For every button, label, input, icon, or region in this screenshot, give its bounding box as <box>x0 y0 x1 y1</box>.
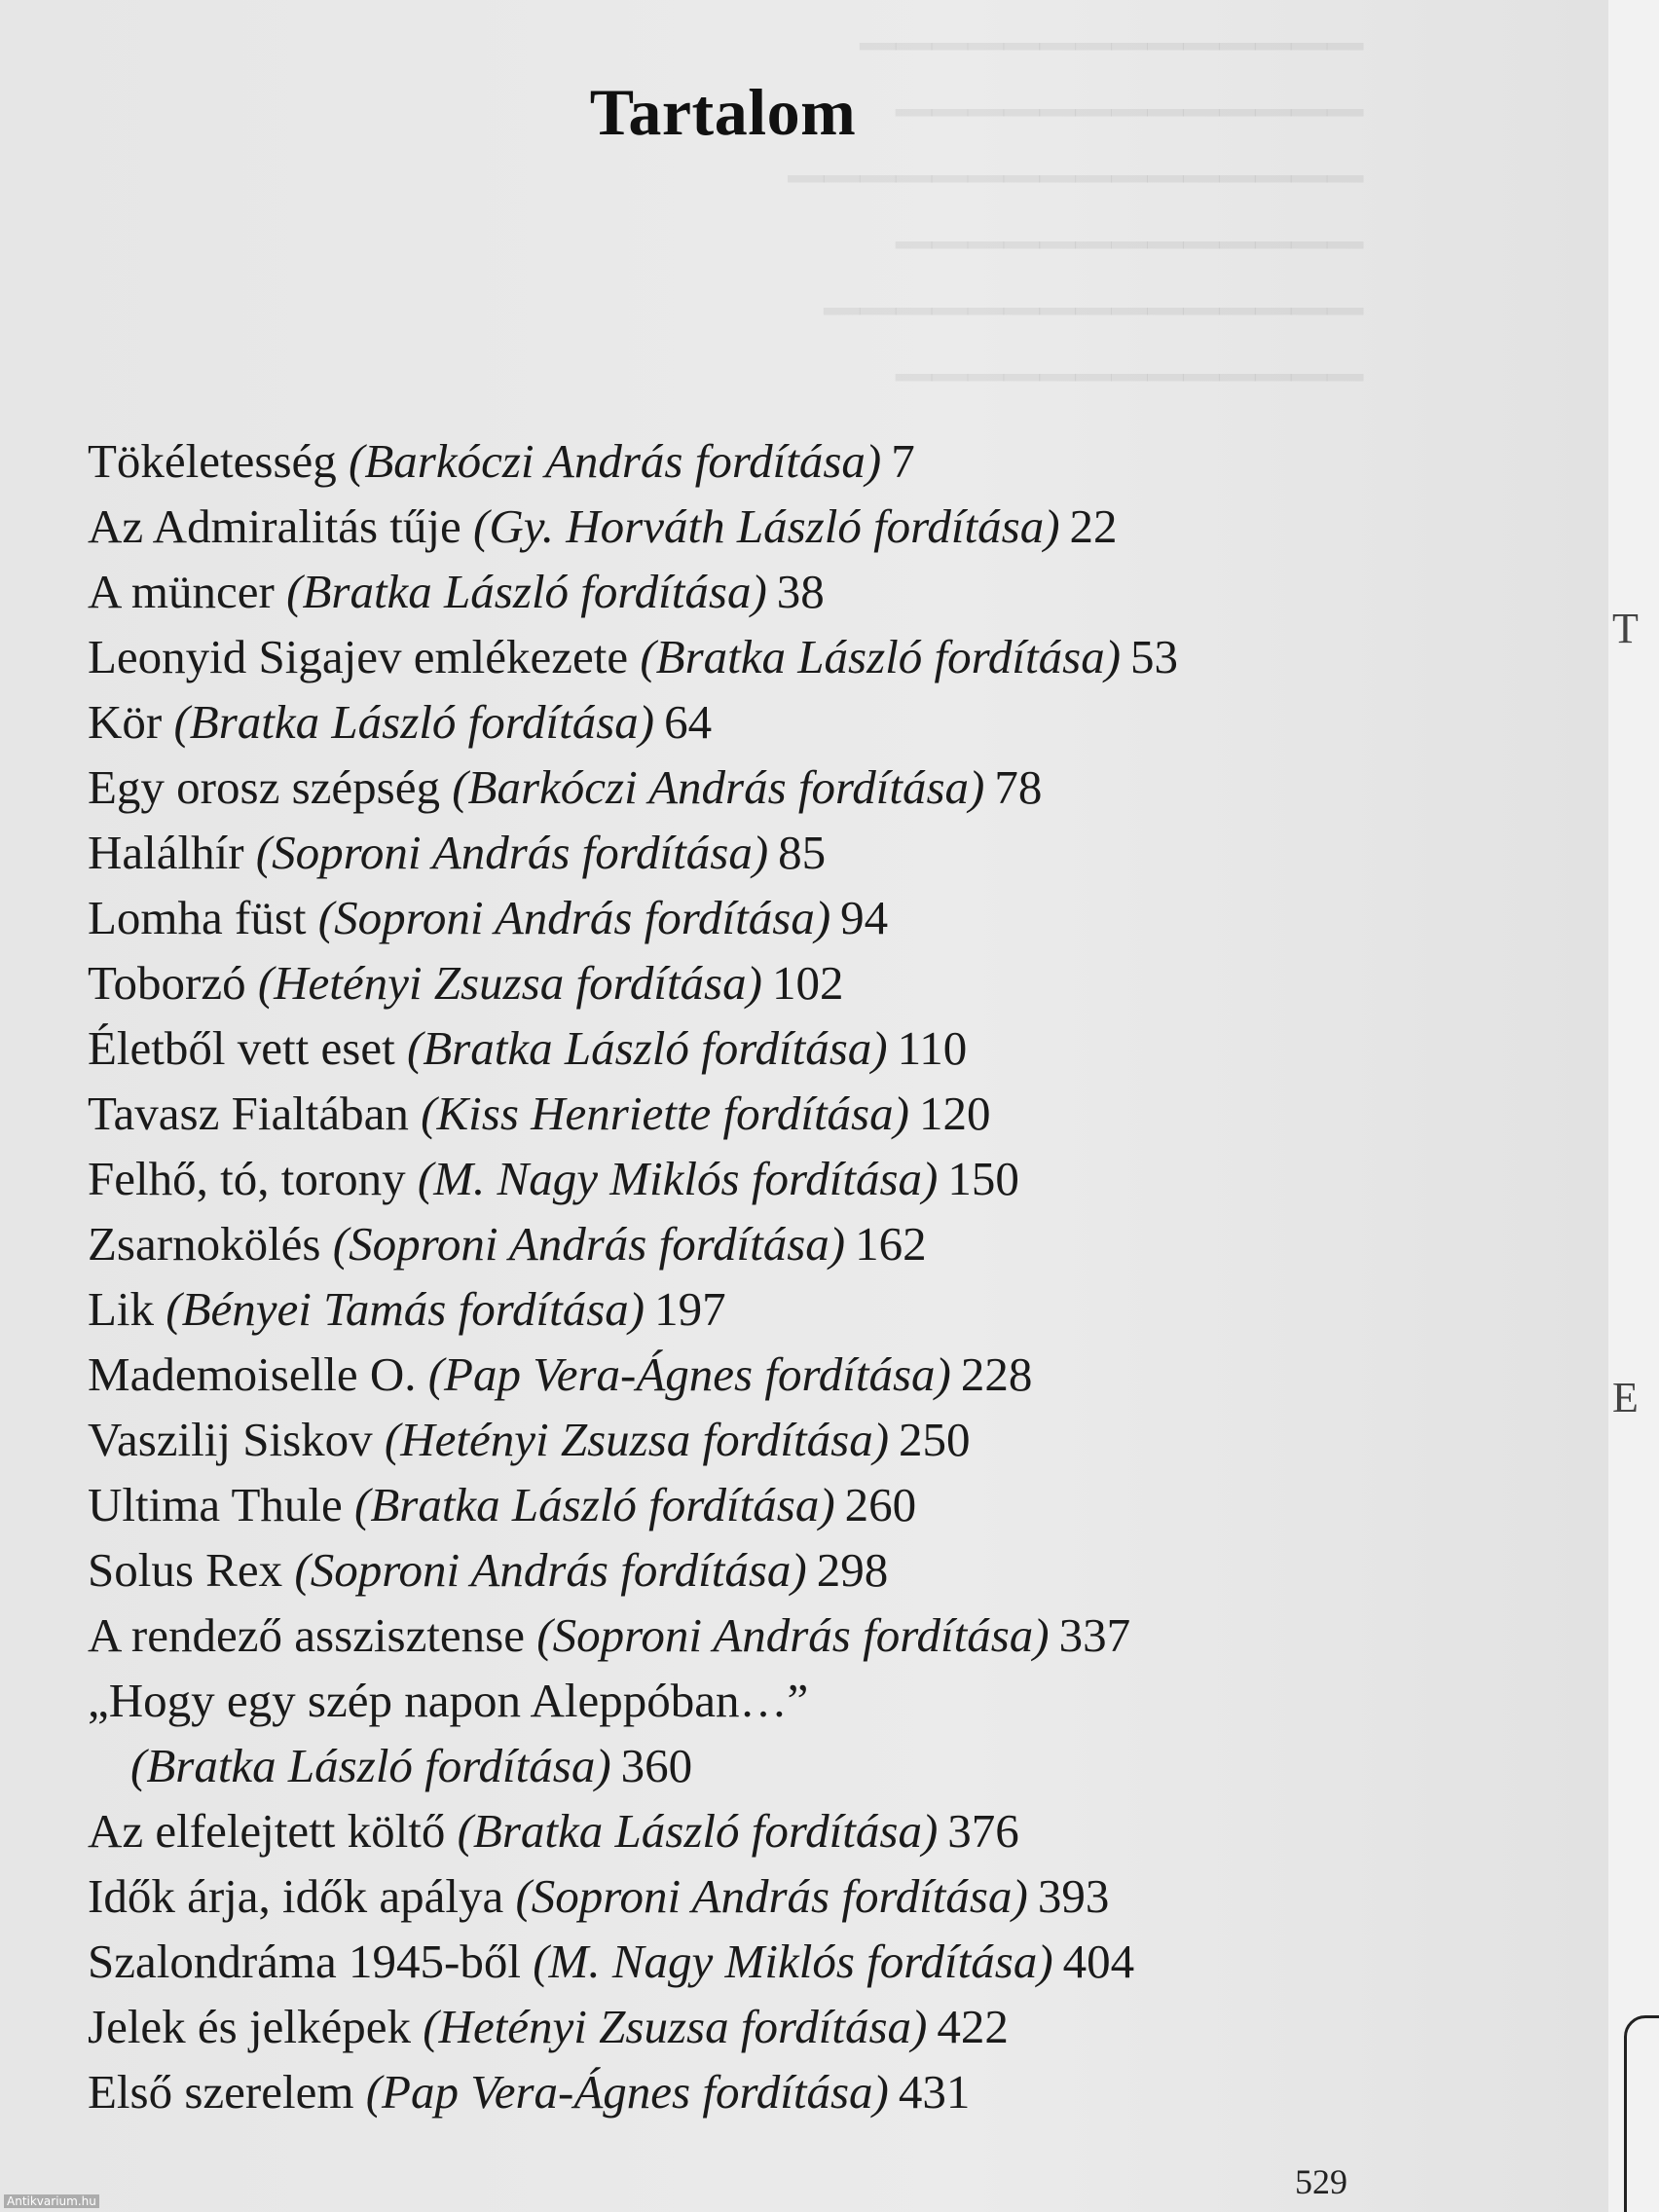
entry-translator: (Gy. Horváth László fordítása) <box>473 499 1060 553</box>
entry-translator: (Bratka László fordítása) <box>173 695 655 749</box>
toc-entry[interactable] <box>88 1081 1392 1146</box>
toc-entry[interactable] <box>88 1929 1392 1994</box>
entry-translator: (M. Nagy Miklós fordítása) <box>533 1935 1053 1988</box>
toc-entry[interactable] <box>88 1407 1392 1472</box>
entry-page-number: 431 <box>898 2065 971 2119</box>
toc-entry[interactable] <box>88 1276 1392 1342</box>
entry-translator: (Kiss Henriette fordítása) <box>421 1087 909 1140</box>
entry-translator: (Bratka László fordítása) <box>354 1478 835 1531</box>
toc-entry[interactable] <box>88 950 1392 1015</box>
toc-entry[interactable] <box>88 820 1392 885</box>
entry-page-number: 110 <box>897 1021 968 1075</box>
entry-page-number: 360 <box>620 1739 693 1792</box>
page-number: 529 <box>1295 2162 1347 2201</box>
entry-title: Felhő, tó, torony <box>88 1152 406 1205</box>
toc-entry[interactable] <box>88 1863 1392 1929</box>
toc-entry[interactable] <box>88 755 1392 820</box>
entry-translator: (Bényei Tamás fordítása) <box>166 1282 645 1336</box>
entry-title: Ultima Thule <box>88 1478 343 1531</box>
adjacent-page-frame <box>1624 2015 1659 2212</box>
entry-title: Leonyid Sigajev emlékezete <box>88 630 629 683</box>
entry-translator: (Barkóczi András fordítása) <box>349 434 882 488</box>
toc-entry[interactable] <box>88 885 1392 950</box>
entry-title: Toborzó <box>88 956 246 1010</box>
entry-title: Egy orosz szépség <box>88 760 440 814</box>
entry-translator: (Soproni András fordítása) <box>332 1217 846 1271</box>
toc-entry[interactable] <box>88 689 1392 755</box>
entry-page-number: 150 <box>947 1152 1019 1205</box>
toc-entry[interactable] <box>88 428 1392 494</box>
entry-page-number: 422 <box>937 2000 1009 2053</box>
toc-entry-continuation[interactable] <box>88 1733 1392 1798</box>
entry-translator: (Bratka László fordítása) <box>457 1804 939 1858</box>
entry-title: Kör <box>88 695 163 749</box>
entry-page-number: 298 <box>816 1543 889 1597</box>
toc-entry[interactable] <box>88 1537 1392 1603</box>
entry-translator: (Hetényi Zsuzsa fordítása) <box>384 1413 890 1466</box>
entry-translator: (Bratka László fordítása) <box>286 565 767 618</box>
entry-page-number: 393 <box>1037 1869 1110 1923</box>
entry-title: Mademoiselle O. <box>88 1347 417 1401</box>
adjacent-page-letter: E <box>1612 1374 1639 1421</box>
entry-translator: (Bratka László fordítása) <box>406 1021 888 1075</box>
entry-title: A müncer <box>88 565 275 618</box>
toc-entry[interactable] <box>88 494 1392 559</box>
entry-translator: (Hetényi Zsuzsa fordítása) <box>423 2000 928 2053</box>
entry-page-number: 94 <box>840 891 889 944</box>
toc-entry[interactable] <box>88 2059 1392 2124</box>
entry-title: Tavasz Fialtában <box>88 1087 409 1140</box>
entry-title: Az Admiralitás tűje <box>88 499 461 553</box>
entry-title: Lomha füst <box>88 891 307 944</box>
entry-translator: (Pap Vera-Ágnes fordítása) <box>365 2065 889 2119</box>
entry-translator: (Hetényi Zsuzsa fordítása) <box>257 956 762 1010</box>
entry-page-number: 53 <box>1130 630 1179 683</box>
entry-title: Jelek és jelképek <box>88 2000 411 2053</box>
toc-entry[interactable] <box>88 1342 1392 1407</box>
entry-page-number: 78 <box>994 760 1043 814</box>
entry-title: Első szerelem <box>88 2065 354 2119</box>
entry-translator: (Soproni András fordítása) <box>255 826 769 879</box>
toc-entry[interactable] <box>88 1472 1392 1537</box>
entry-page-number: 404 <box>1062 1935 1135 1988</box>
entry-translator: (M. Nagy Miklós fordítása) <box>417 1152 939 1205</box>
bleed-through-text: ▔▔▔▔▔▔▔▔▔▔▔▔▔▔ ▔▔▔▔▔▔▔▔▔▔▔▔▔ ▔▔▔▔▔▔▔▔▔▔▔▔▔▔▔▔ ▔▔▔▔▔▔▔▔▔▔▔▔▔ ▔▔▔▔▔▔▔▔▔▔▔▔▔▔▔ ▔▔▔▔▔▔▔▔▔▔▔▔▔ <box>788 46 1363 428</box>
entry-title: Az elfelejtett költő <box>88 1804 446 1858</box>
entry-title: Halálhír <box>88 826 244 879</box>
entry-page-number: 250 <box>899 1413 971 1466</box>
entry-page-number: 64 <box>664 695 713 749</box>
entry-page-number: 197 <box>654 1282 726 1336</box>
adjacent-page-edge <box>1608 0 1659 2212</box>
entry-title: A rendező asszisztense <box>88 1608 525 1662</box>
entry-title: Életből vett eset <box>88 1021 395 1075</box>
table-of-contents <box>88 428 1392 2124</box>
entry-page-number: 85 <box>778 826 827 879</box>
entry-title: Lik <box>88 1282 155 1336</box>
entry-title: „Hogy egy szép napon Aleppóban…” <box>88 1674 809 1727</box>
entry-title: Vaszilij Siskov <box>88 1413 373 1466</box>
entry-translator: (Soproni András fordítása) <box>294 1543 807 1597</box>
entry-title: Szalondráma 1945-ből <box>88 1935 521 1988</box>
entry-title: Tökéletesség <box>88 434 337 488</box>
toc-entry[interactable] <box>88 1211 1392 1276</box>
toc-entry[interactable] <box>88 1015 1392 1081</box>
watermark: Antikvarium.hu <box>4 2194 99 2208</box>
entry-page-number: 376 <box>947 1804 1019 1858</box>
entry-translator: (Bratka László fordítása) <box>130 1739 611 1792</box>
entry-page-number: 38 <box>776 565 825 618</box>
page-title: Tartalom <box>589 74 857 149</box>
entry-translator: (Pap Vera-Ágnes fordítása) <box>427 1347 951 1401</box>
entry-page-number: 120 <box>918 1087 991 1140</box>
entry-page-number: 7 <box>891 434 915 488</box>
toc-entry[interactable] <box>88 1994 1392 2059</box>
entry-translator: (Soproni András fordítása) <box>515 1869 1028 1923</box>
entry-page-number: 228 <box>960 1347 1033 1401</box>
toc-entry[interactable] <box>88 1798 1392 1863</box>
entry-translator: (Bratka László fordítása) <box>640 630 1122 683</box>
entry-page-number: 337 <box>1058 1608 1131 1662</box>
entry-page-number: 102 <box>771 956 844 1010</box>
entry-page-number: 22 <box>1069 499 1118 553</box>
entry-title: Solus Rex <box>88 1543 283 1597</box>
entry-translator: (Soproni András fordítása) <box>317 891 831 944</box>
entry-title: Idők árja, idők apálya <box>88 1869 504 1923</box>
entry-page-number: 260 <box>844 1478 917 1531</box>
entry-translator: (Soproni András fordítása) <box>536 1608 1050 1662</box>
toc-entry[interactable] <box>88 1146 1392 1211</box>
toc-entry[interactable] <box>88 1603 1392 1668</box>
entry-title: Zsarnokölés <box>88 1217 321 1271</box>
toc-entry[interactable] <box>88 559 1392 624</box>
adjacent-page-letter: T <box>1612 605 1639 652</box>
entry-page-number: 162 <box>855 1217 927 1271</box>
toc-entry[interactable] <box>88 624 1392 689</box>
toc-entry[interactable] <box>88 1668 1392 1733</box>
entry-translator: (Barkóczi András fordítása) <box>452 760 985 814</box>
